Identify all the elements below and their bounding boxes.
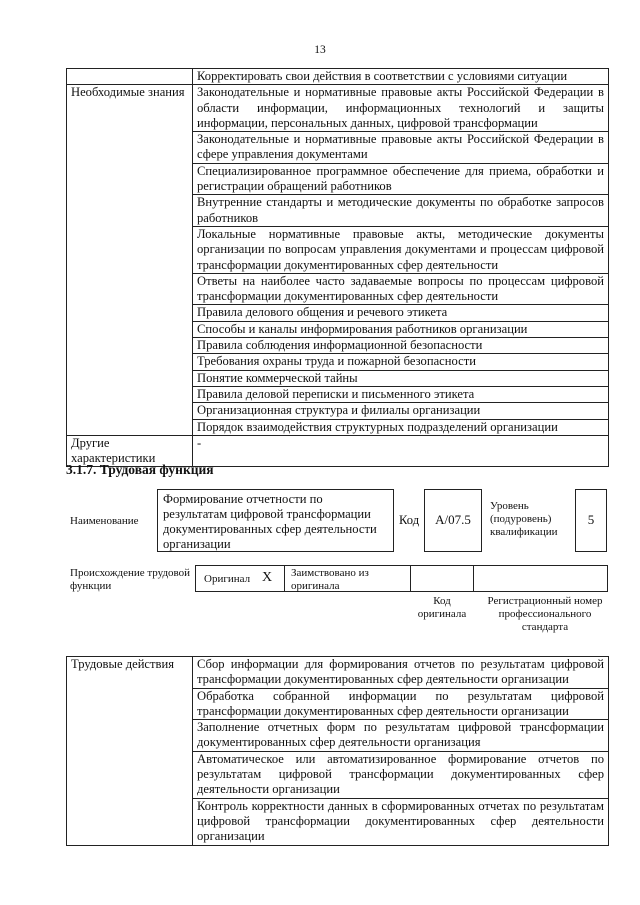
knowledge-item: Порядок взаимодействия структурных подразделений организации: [193, 419, 609, 435]
knowledge-item: Специализированное программное обеспечение для приема, обработки и регистрации обращений работников: [193, 163, 609, 195]
knowledge-item: Ответы на наиболее часто задаваемые вопросы по процессам цифровой трансформации документированных сфер деятельности: [193, 273, 609, 305]
reg-caption: Регистрационный номер профессионального стандарта: [487, 595, 603, 633]
other-value: -: [193, 435, 609, 467]
original-code-cell: [410, 565, 474, 592]
action-item: Контроль корректности данных в сформированных отчетах по результатам цифровой трансформации документированных сфер деятельности организации: [193, 798, 609, 845]
actions-table: [66, 656, 609, 846]
knowledge-item: Законодательные и нормативные правовые акты Российской Федерации в области информации, информационных технологий и защиты информации, персональных данных, цифровой трансформации: [193, 85, 609, 132]
knowledge-item: Правила делового общения и речевого этикета: [193, 305, 609, 321]
skill-cell: Корректировать свои действия в соответствии с условиями ситуации: [193, 69, 609, 85]
knowledge-item: Правила деловой переписки и письменного этикета: [193, 386, 609, 402]
name-label: Наименование: [70, 515, 139, 527]
knowledge-item: Правила соблюдения информационной безопасности: [193, 338, 609, 354]
actions-label: Трудовые действия: [67, 657, 193, 846]
action-item: Обработка собранной информации по результатам цифровой трансформации документированных сфер деятельности организации: [193, 688, 609, 720]
action-item: Сбор информации для формирования отчетов по результатам цифровой трансформации документированных сфер деятельности организации: [193, 657, 609, 689]
code-value: А/07.5: [424, 489, 482, 552]
other-label: Другие характеристики: [67, 435, 193, 467]
knowledge-item: Законодательные и нормативные правовые акты Российской Федерации в сфере управления документами: [193, 132, 609, 164]
table-row: [67, 657, 609, 689]
skills-table: [66, 68, 609, 467]
borrowed-cell: Заимствовано из оригинала: [284, 565, 411, 592]
table-row: [67, 69, 609, 85]
table-row: [67, 85, 609, 132]
level-label: Уровень (подуровень) квалификации: [490, 500, 558, 538]
knowledge-item: Понятие коммерческой тайны: [193, 370, 609, 386]
knowledge-label: Необходимые знания: [67, 85, 193, 436]
name-value: Формирование отчетности по результатам цифровой трансформации документированных сфер деятельности организации: [157, 489, 394, 552]
code-caption: Код оригинала: [417, 595, 467, 620]
action-item: Автоматическое или автоматизированное формирование отчетов по результатам цифровой трансформации документированных сфер деятельности организации: [193, 751, 609, 798]
page-number: 13: [314, 44, 326, 56]
knowledge-item: Способы и каналы информирования работников организации: [193, 321, 609, 337]
code-label: Код: [399, 513, 420, 527]
knowledge-item: Локальные нормативные правовые акты, методические документы организации по вопросам управления документами и процессам цифровой трансформации документированных сфер деятельности: [193, 226, 609, 273]
knowledge-item: Внутренние стандарты и методические документы по обработке запросов работников: [193, 195, 609, 227]
original-label: Оригинал: [204, 573, 251, 585]
origin-label: Происхождение трудовой функции: [70, 567, 191, 592]
section-heading: 3.1.7. Трудовая функция: [66, 462, 214, 477]
knowledge-item: Организационная структура и филиалы организации: [193, 403, 609, 419]
reg-number-cell: [473, 565, 608, 592]
original-mark: X: [262, 570, 273, 585]
level-value: 5: [575, 489, 607, 552]
action-item: Заполнение отчетных форм по результатам цифровой трансформации документированных сфер деятельности организация: [193, 720, 609, 752]
knowledge-item: Требования охраны труда и пожарной безопасности: [193, 354, 609, 370]
original-cell: [195, 565, 285, 592]
